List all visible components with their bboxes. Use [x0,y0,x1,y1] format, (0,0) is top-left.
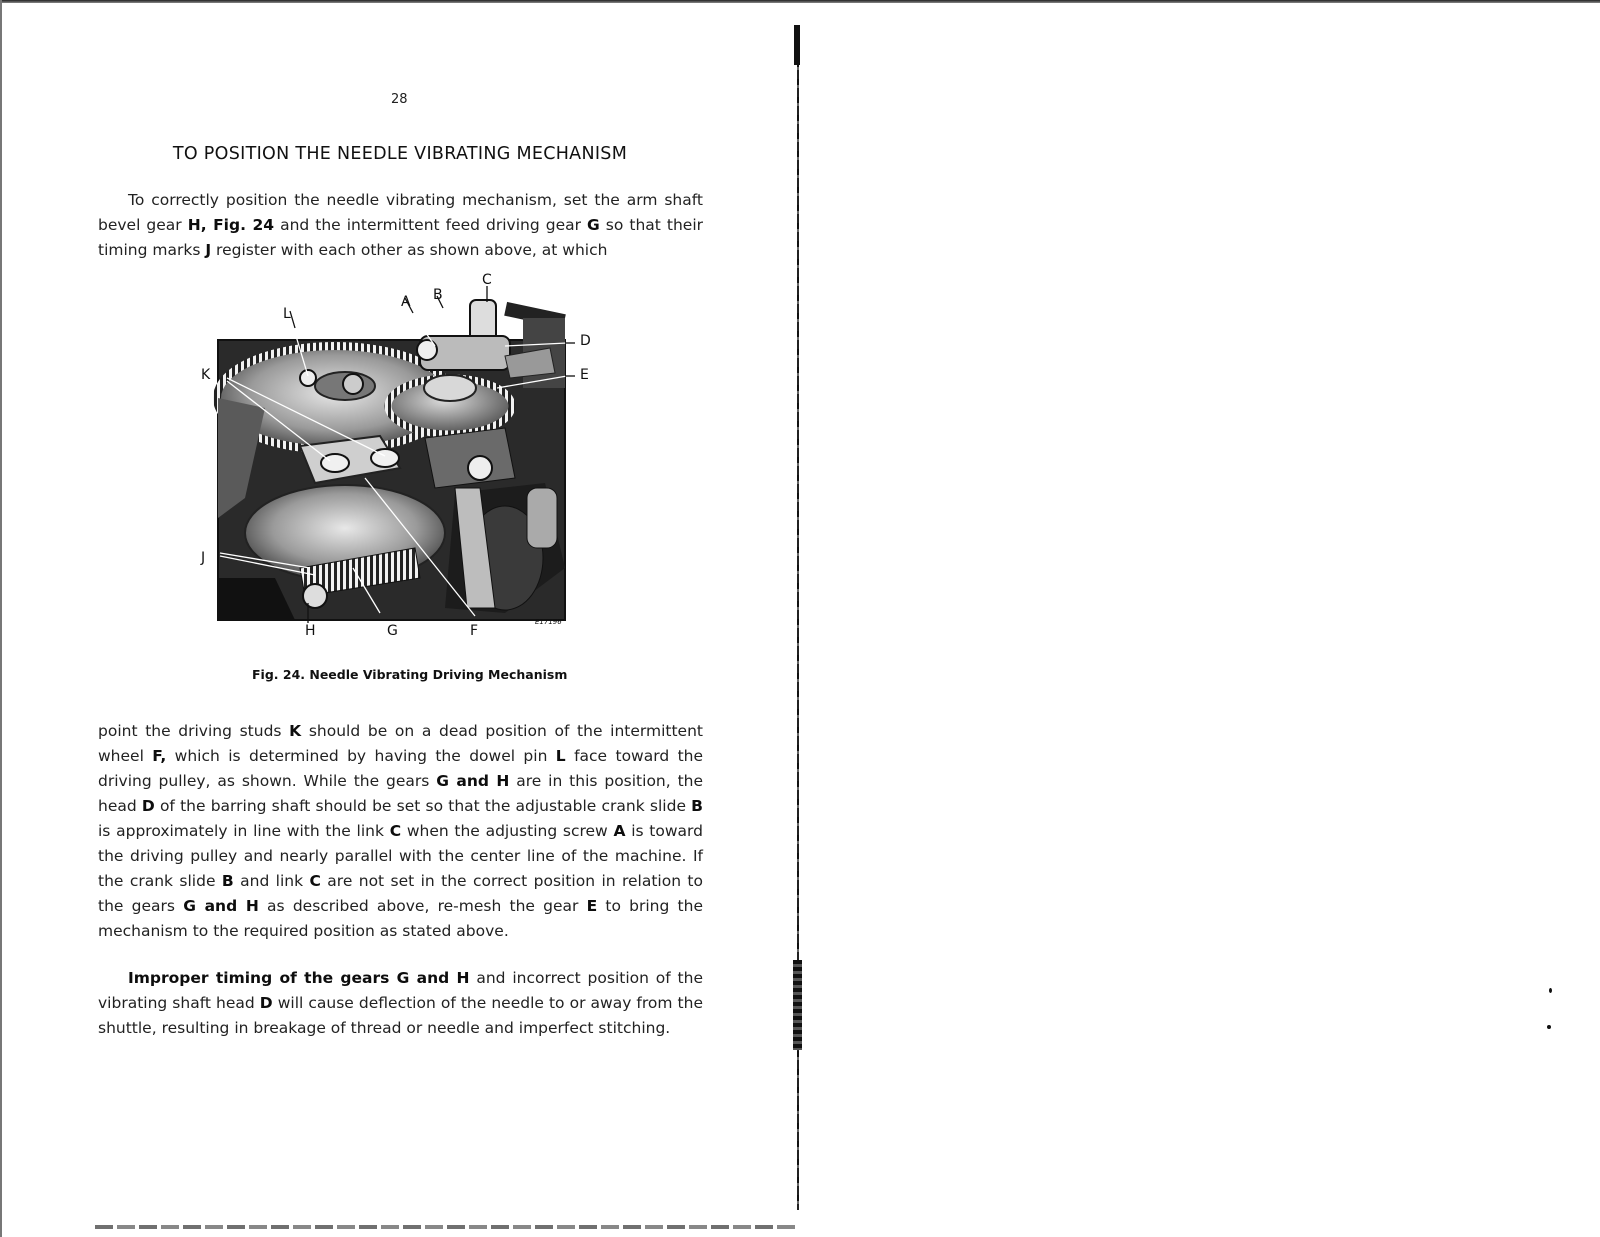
figure-caption: Fig. 24. Needle Vibrating Driving Mechanism [252,667,568,682]
text-run: as described above, re-mesh the gear [258,897,587,915]
book-spine-gutter [793,25,803,1210]
label-l: L [283,306,291,322]
text-run: will cause deflection of the needle to or away from the shuttle, resulting in breakage of thread or needle and imperfect stitching. [98,994,703,1037]
bold-ref: E [586,897,598,915]
label-g: G [387,623,398,639]
text-run: so that their timing marks [98,216,704,259]
bold-ref: B [691,797,703,815]
text-run: to bring the mechanism to the required position as stated above. [98,897,703,940]
text-run: which is determined by having the dowel pin [166,747,556,765]
paragraph-intro [98,188,703,263]
bold-ref: L [555,747,566,765]
text-run: is approximately in line with the link [98,822,390,840]
label-d: D [580,333,591,349]
page-number: 28 [391,92,408,107]
bold-ref: H, Fig. 24 [187,216,275,234]
gutter-shadow-top [794,25,800,65]
text-run: is toward the driving pulley and nearly parallel with the center line of the machine. If the crank slide [98,822,703,890]
text-run: and link [233,872,310,890]
paragraph-timing [98,719,703,944]
bold-ref: F, [152,747,167,765]
label-h: H [305,623,316,639]
text-run: should be on a dead position of the intermittent wheel [98,722,703,765]
bold-ref: K [289,722,302,740]
paragraph-warning [98,966,703,1041]
bold-ref: C [389,822,402,840]
scan-bottom-smear [95,1225,795,1229]
label-a: A [401,294,411,310]
scan-left-border [0,0,2,1237]
bold-ref: A [613,822,626,840]
scan-speck [1549,988,1552,993]
text-run: point the driving studs [98,722,290,740]
gear-h-screw [303,584,327,608]
label-k: K [201,367,211,383]
bold-ref: D [141,797,155,815]
label-b: B [433,287,443,303]
scan-top-border [0,0,1600,3]
bold-ref: C [309,872,321,890]
scan-speck [1547,1025,1551,1029]
mechanism-photo [205,278,590,653]
bold-ref: Improper timing of the gears G and H [128,969,470,987]
text-run: when the adjusting screw [401,822,614,840]
bold-ref: J [205,241,212,259]
text-run: To correctly position the needle vibrating mechanism, set the arm shaft bevel gear [98,191,703,234]
bold-ref: G and H [183,897,259,915]
figure-24 [201,272,591,653]
bold-ref: G [587,216,600,234]
text-run: register with each other as shown above, at which [211,241,608,259]
section-heading: TO POSITION THE NEEDLE VIBRATING MECHANISM [172,144,628,164]
text-run: face toward the driving pulley, as shown. While the gears [98,747,703,790]
bold-ref: G and H [436,772,510,790]
label-e: E [580,367,589,383]
label-c: C [482,272,492,288]
text-run: are not set in the correct position in relation to the gears [98,872,703,915]
label-j: J [201,550,206,566]
text-run: are in this position, the head [98,772,704,815]
label-f: F [470,623,479,639]
bold-ref: B [221,872,234,890]
bold-ref: D [259,994,273,1012]
text-run: and incorrect position of the vibrating shaft head [98,969,703,1012]
plate-code: E17196 [535,618,562,626]
text-run: of the barring shaft should be set so that the adjustable crank slide [154,797,692,815]
gutter-shadow-lower [793,960,802,1050]
text-run: and the intermittent feed driving gear [274,216,588,234]
